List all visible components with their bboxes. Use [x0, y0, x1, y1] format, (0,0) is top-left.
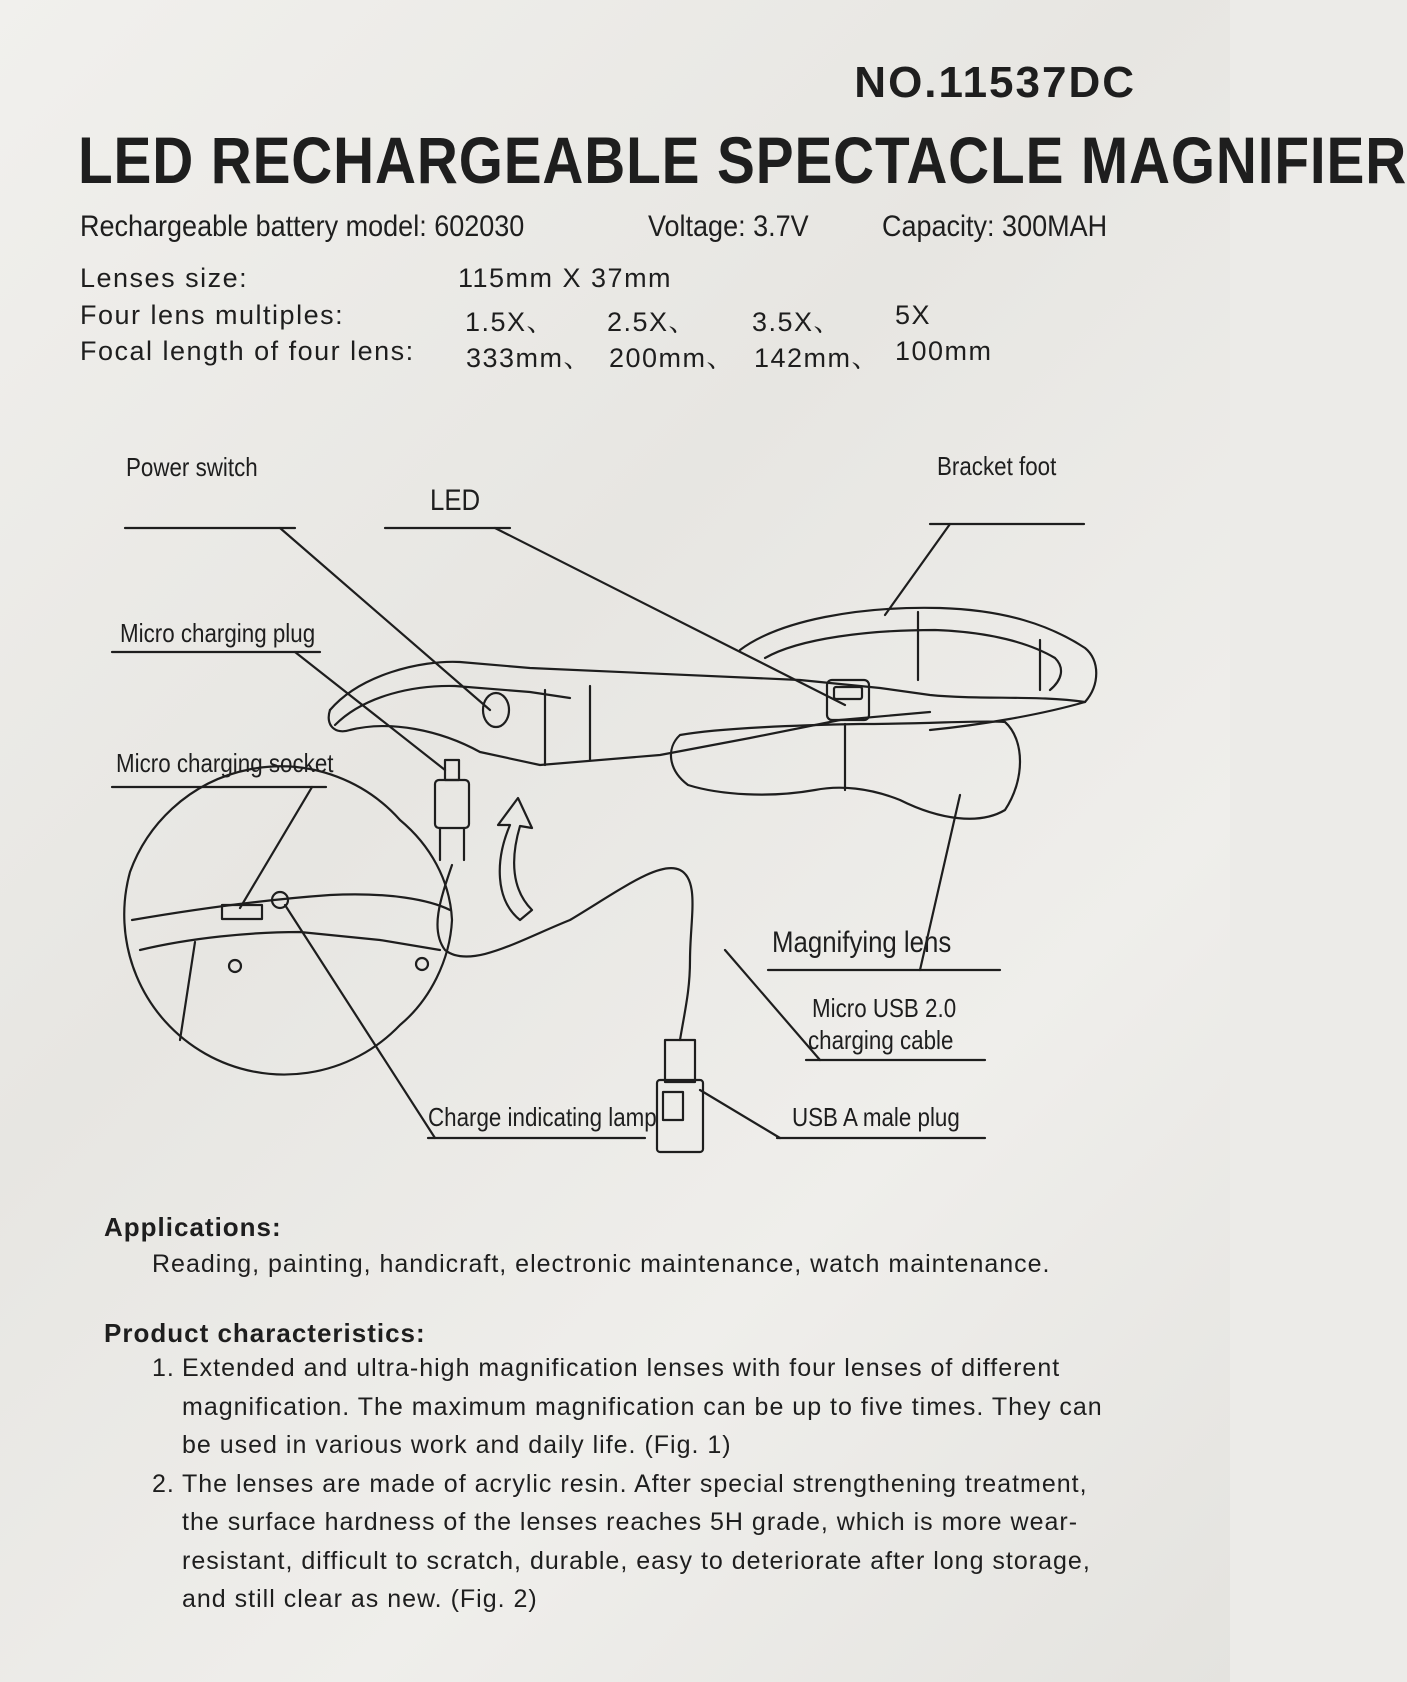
- spec-value-lenses-size: 115mm X 37mm: [458, 263, 673, 293]
- insert-arrow: [498, 798, 532, 920]
- list-item: [152, 1465, 1112, 1619]
- frame-top-inner: [335, 686, 570, 725]
- leader-usb-plug: [700, 1090, 780, 1138]
- micro-plug-tip: [445, 760, 459, 780]
- label-usb-cable-line1: Micro USB 2.0: [812, 993, 957, 1023]
- characteristics-heading: Product characteristics:: [104, 1318, 426, 1348]
- leader-charge-lamp: [285, 905, 435, 1138]
- spec-value-focal: 100mm: [895, 336, 993, 366]
- micro-plug-body: [435, 780, 469, 828]
- leader-micro-socket: [240, 787, 312, 908]
- magnifier-diagram: [100, 480, 1110, 1160]
- leader-bracket-foot: [885, 524, 950, 615]
- inset-seam: [180, 942, 195, 1040]
- battery-model: Rechargeable battery model: 602030: [80, 210, 525, 243]
- list-item-number: 1.: [152, 1354, 175, 1382]
- detail-inset: [124, 766, 452, 1074]
- leader-led: [495, 528, 845, 705]
- spec-value-multiple: 1.5X、: [465, 307, 556, 337]
- led-window: [834, 687, 862, 699]
- capacity: Capacity: 300MAH: [882, 210, 1108, 243]
- label-magnifying-lens: Magnifying lens: [772, 926, 952, 959]
- inset-socket: [222, 905, 262, 919]
- micro-plug-neck: [440, 828, 464, 860]
- label-power-switch: Power switch: [126, 452, 258, 482]
- label-micro-charging-socket: Micro charging socket: [116, 748, 334, 778]
- power-switch-button: [483, 693, 509, 727]
- spec-label-multiples: Four lens multiples:: [80, 300, 345, 330]
- inset-frame-mid: [140, 932, 440, 950]
- applications-text: Reading, painting, handicraft, electronic maintenance, watch maintenance.: [152, 1250, 1051, 1278]
- usb-plug-contact: [663, 1092, 683, 1120]
- inset-screw: [416, 958, 428, 970]
- spec-label-lenses-size: Lenses size:: [80, 263, 249, 293]
- spec-value-multiple: 3.5X、: [752, 307, 843, 337]
- list-item-text: The lenses are made of acrylic resin. After special strengthening treatment, the surface hardness of the lenses reaches 5H grade, which is more wear-resistant, difficult to scratch, durable, easy to deteriorate after long storage, and still clear as new. (Fig. 2): [182, 1469, 1091, 1613]
- leader-usb-cable: [725, 950, 820, 1060]
- characteristics-list: [152, 1349, 1112, 1619]
- frame-bottom: [329, 710, 930, 765]
- usb-plug-neck: [665, 1040, 695, 1082]
- spec-value-focal: 200mm、: [609, 343, 736, 373]
- label-micro-charging-plug: Micro charging plug: [120, 618, 316, 648]
- spec-value-focal: 333mm、: [466, 343, 593, 373]
- charging-cable: [437, 865, 692, 1040]
- spec-value-multiple: 5X: [895, 300, 932, 330]
- label-charge-indicating-lamp: Charge indicating lamp: [428, 1102, 657, 1132]
- list-item-number: 2.: [152, 1469, 175, 1498]
- label-usb-a-male-plug: USB A male plug: [792, 1102, 960, 1132]
- page-title: LED RECHARGEABLE SPECTACLE MAGNIFIER: [78, 123, 1407, 197]
- label-led: LED: [430, 484, 481, 517]
- list-item-text: Extended and ultra-high magnification lenses with four lenses of different magnification. The maximum magnification can be up to five times. They can be used in various work and daily life. (Fig. 1): [182, 1354, 1103, 1459]
- voltage: Voltage: 3.7V: [648, 210, 809, 243]
- applications-heading: Applications:: [104, 1212, 282, 1242]
- model-number: NO.11537DC: [854, 58, 1136, 107]
- spec-value-multiple: 2.5X、: [607, 307, 698, 337]
- spec-label-focal: Focal length of four lens:: [80, 336, 415, 366]
- inset-screw: [229, 960, 241, 972]
- label-usb-cable-line2: charging cable: [808, 1025, 954, 1055]
- list-item: [152, 1349, 1112, 1465]
- label-bracket-foot: Bracket foot: [937, 451, 1057, 481]
- spec-value-focal: 142mm、: [754, 343, 881, 373]
